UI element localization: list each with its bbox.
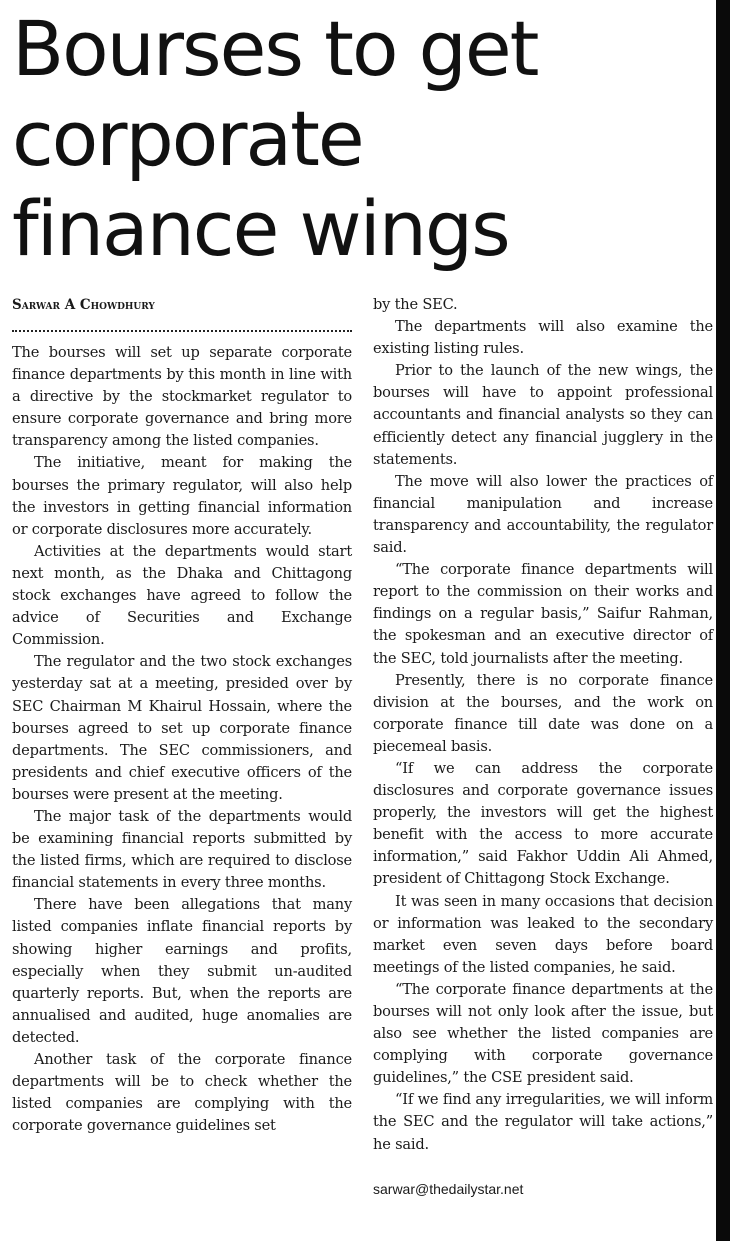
paragraph: The initiative, meant for making the bourses the primary regulator, will also help the investors in getting financial information or corporate disclosures more accurately. [12, 454, 352, 538]
paragraph: There have been allegations that many listed companies inflate financial reports by showing higher earnings and profits, especially when they submit un-audited quarterly reports. But, when the reports are annualised and audited, huge anomalies are detected. [12, 896, 352, 1046]
right-edge-bar [716, 0, 730, 1241]
paragraph: Presently, there is no corporate finance division at the bourses, and the work on corporate finance till date was done on a piecemeal basis. [373, 671, 713, 755]
headline-line-1: Bourses to get [12, 4, 538, 93]
paragraph: “The corporate finance departments will report to the commission on their works and findings on a regular basis,” Saifur Rahman, the spokesman and an executive director of the SEC, told journalists after the meeting. [373, 561, 713, 667]
paragraph: The regulator and the two stock exchanges yesterday sat at a meeting, presided over by SEC Chairman M Khairul Hossain, where the bourses agreed to set up corporate finance departments. The SEC commissioners, and presidents and chief executive officers of the bourses were present at the meeting. [12, 653, 352, 803]
paragraph: The departments will also examine the existing listing rules. [373, 318, 713, 358]
headline [12, 4, 692, 274]
headline-line-3: finance wings [12, 184, 509, 273]
paragraph: The move will also lower the practices of financial manipulation and increase transparency and accountability, the regulator said. [373, 472, 713, 557]
paragraph: “If we find any irregularities, we will inform the SEC and the regulator will take actions,” he said. [373, 1091, 713, 1153]
author-email: sarwar@thedailystar.net [373, 1180, 524, 1197]
article-column-right [373, 294, 713, 1200]
paragraph: Activities at the departments would start next month, as the Dhaka and Chittagong stock exchanges have agreed to follow the advice of Securities and Exchange Commission. [12, 542, 352, 649]
paragraph: The bourses will set up separate corporate finance departments by this month in line with a directive by the stockmarket regulator to ensure corporate governance and bring more transparency among the listed companies. [12, 344, 352, 450]
byline-divider [12, 310, 352, 332]
paragraph: “The corporate finance departments at the bourses will not only look after the issue, but also see whether the listed companies are complying with corporate governance guidelines,” the CSE president said. [373, 980, 713, 1087]
paragraph-continuation: by the SEC. [373, 296, 458, 313]
paragraph: Prior to the launch of the new wings, the bourses will have to appoint professional accountants and financial analysts so they can efficiently detect any financial jugglery in the statements. [373, 362, 713, 468]
headline-line-2: corporate [12, 94, 363, 183]
article-column-left [12, 294, 352, 1137]
paragraph: The major task of the departments would be examining financial reports submitted by the listed firms, which are required to disclose financial statements in every three months. [12, 807, 352, 892]
paragraph: Another task of the corporate finance departments will be to check whether the listed companies are complying with the corporate governance guidelines set [12, 1051, 352, 1135]
paragraph: It was seen in many occasions that decision or information was leaked to the secondary market even seven days before board meetings of the listed companies, he said. [373, 892, 713, 976]
paragraph: “If we can address the corporate disclosures and corporate governance issues properly, the investors will get the highest benefit with the access to more accurate information,” said Fakhor Uddin Ali Ahmed, president of Chittagong Stock Exchange. [373, 759, 713, 888]
byline: Sarwar A Chowdhury [12, 297, 155, 313]
